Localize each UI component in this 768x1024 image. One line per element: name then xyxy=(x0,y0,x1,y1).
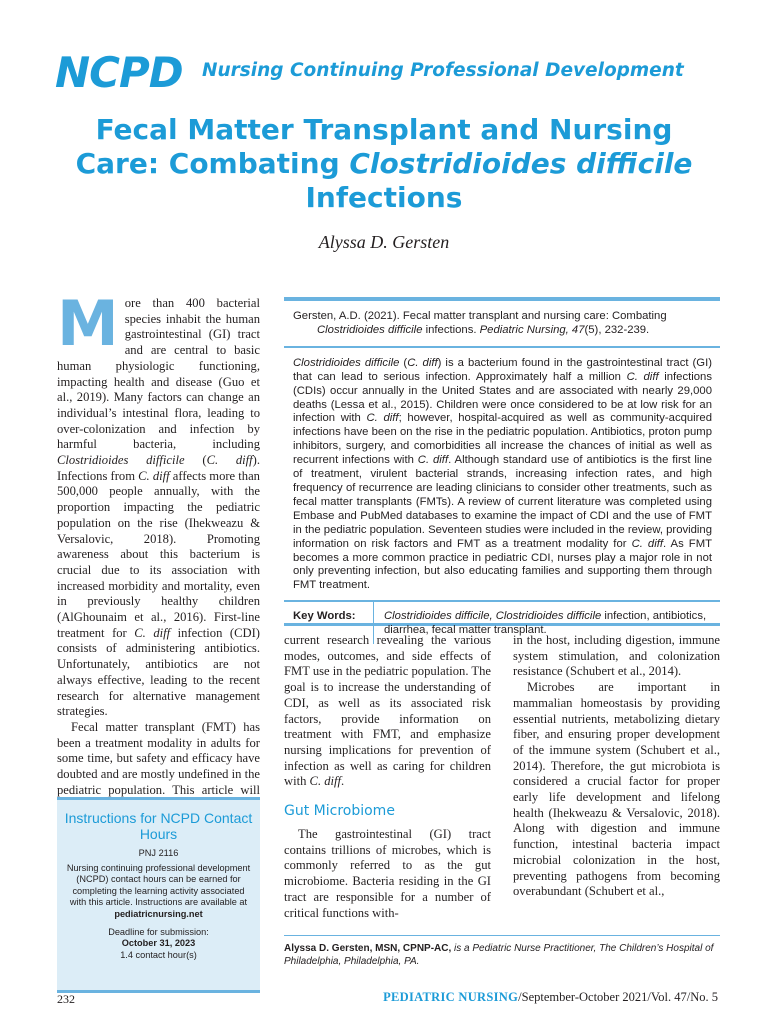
journal-footer xyxy=(383,990,718,1005)
citation-journal: Pediatric Nursing, 47 xyxy=(479,323,585,336)
intro-column xyxy=(57,287,261,814)
title-line-3: Infections xyxy=(305,181,463,214)
intro-italic: C. diff xyxy=(138,468,170,483)
intro-text: ( xyxy=(184,453,207,468)
bio-name: Alyssa D. Gersten, MSN, CPNP-AC, xyxy=(284,943,452,954)
keywords-italic: Clostridioides difficile, Clostridioides difficile xyxy=(384,610,602,623)
ncpd-instructions-box xyxy=(57,797,260,993)
citation xyxy=(284,301,720,348)
col2-italic: C. diff xyxy=(309,774,342,789)
ncpd-box-heading: Instructions for NCPD Contact Hours xyxy=(64,810,253,842)
author-name: Alyssa D. Gersten xyxy=(318,232,450,252)
citation-text: (5), 232-239. xyxy=(584,323,650,336)
ncpd-contact-hours: 1.4 contact hour(s) xyxy=(120,949,197,960)
abstract-italic: C. diff xyxy=(626,370,659,383)
abstract-run: infections (CDIs) occur annually in the United States and are associated with nearly 29,000 deaths (Lessa et al., 2015). Children were once considered to be at low risk for an infection with xyxy=(293,370,712,425)
abstract-box xyxy=(284,297,720,637)
journal-name: PEDIATRIC NURSING xyxy=(383,990,519,1004)
title-line-1: Fecal Matter Transplant and Nursing xyxy=(95,113,673,146)
bio-divider xyxy=(284,935,720,936)
journal-issue: /September-October 2021/Vol. 47/No. 5 xyxy=(518,990,718,1004)
col3-paragraph-2: Microbes are important in mammalian homeostasis by providing essential nutrients, metabolizing dietary fiber, and ensuring proper development of the immune system (Schubert et al., 2014). Therefore, the gut microbiota is considered a crucial factor for proper early life development and lifelong health (Ihekweazu & Versalovic, 2018). Along with digestion and immune function, intestinal bacteria impact microbial colonization in the host, preventing pathogens from becoming overabundant (Schubert et al., xyxy=(513,680,720,899)
abstract-italic: Clostridioides difficile xyxy=(293,356,400,369)
bio-text: is a Pediatric Nurse Practitioner, The Children’s Hospital of Philadelphia, Philadelphia, PA. xyxy=(284,943,714,967)
title-line-2-italic: Clostridioides difficile xyxy=(349,147,693,180)
ncpd-pnj-code: PNJ 2116 xyxy=(138,848,179,858)
abstract-run: ) is a bacterium found in the gastrointestinal tract (GI) that can lead to serious infection. Approximately half a million xyxy=(293,356,712,383)
abstract-italic: C. diff xyxy=(366,412,399,425)
ncpd-deadline-date: October 31, 2023 xyxy=(121,938,196,949)
citation-line-1: Gersten, A.D. (2021). Fecal matter transplant and nursing care: Combating xyxy=(293,310,667,322)
col2-paragraph-1 xyxy=(284,633,491,790)
ncpd-logo: NCPD xyxy=(55,48,183,97)
intro-text: affects more than 500,000 people annually, with the proportion impacting the pediatric population on the rise (Ihekweazu & Versalovic, 2018). Promoting awareness about this bacterium is crucial due to its association with increased morbidity and mortality, even in previously healthy children (AlGhounaim et al., 2016). First-line treatment for xyxy=(57,468,260,640)
intro-italic: C. diff xyxy=(206,453,253,468)
section-heading-gut-microbiome: Gut Microbiome xyxy=(284,803,395,820)
col2-text: . xyxy=(341,774,345,789)
citation-italic: Clostridioides difficile xyxy=(317,323,423,336)
col2-text: current research revealing the various modes, outcomes, and side effects of FMT use in the pediatric population. The goal is to increase the understanding of CDI, as well as its associated risk factors, provide information on treatment with FMT, and emphasize nursing implications for prevention of infection as well as caring for children with xyxy=(284,633,491,789)
abstract-run: ; however, hospital-acquired as well as community-acquired infections have been on the rise in the pediatric population. Antibiotics, proton pump inhibitors, surgery, and comorbidities all increase the chances of initial as well as recurrent infections with xyxy=(293,412,712,467)
abstract-italic: C. diff xyxy=(631,537,663,550)
keywords-run: infection, antibiotics, diarrhea, fecal matter transplant. xyxy=(384,610,707,637)
page-number: 232 xyxy=(57,992,75,1006)
col2-paragraph-2: The gastrointestinal (GI) tract contains trillions of microbes, which is commonly referred to as the gut microbiome. Bacteria residing in the GI tract are responsible for a number of critical functions with- xyxy=(284,827,491,920)
intro-italic: C. diff xyxy=(134,625,171,640)
abstract-italic: C. diff xyxy=(417,454,449,467)
abstract-run: ( xyxy=(399,356,408,369)
drop-cap: M xyxy=(57,287,119,360)
intro-paragraph-1 xyxy=(57,287,261,720)
abstract-run: . As FMT becomes a more common practice in pediatric CDI, nurses play a major role in not only preventing infection, but also educating families and supporting them through FMT treatment. xyxy=(293,537,713,592)
col3-paragraph-1: in the host, including digestion, immune system stimulation, and colonization resistance (Schubert et al., 2014). xyxy=(513,633,720,679)
keywords-label: Key Words: xyxy=(284,602,374,644)
author-bio xyxy=(284,943,720,968)
abstract-text xyxy=(284,348,720,600)
intro-text: ore than 400 bacterial species inhabit the human gastrointestinal (GI) tract and are central to basic human physiologic functioning, impacting health and disease (Guo et al., 2019). Many factors can change an individual’s intestinal flora, leading to over-colonization and infection by harmful bacteria, including xyxy=(57,296,260,452)
citation-line-2 xyxy=(293,324,712,338)
column-3 xyxy=(513,633,720,900)
column-2 xyxy=(284,633,491,921)
abstract-italic: C. diff xyxy=(407,356,438,369)
intro-text: ). Infections from xyxy=(57,453,261,483)
article-title xyxy=(60,113,708,215)
intro-paragraph-2: Fecal matter transplant (FMT) has been a treatment modality in adults for some time, but safety and efficacy have doubted and are mostly undefined in the pediatric population. This article will xyxy=(57,719,260,797)
intro-text: infection (CDI) consists of administering antibiotics. Unfortunately, antibiotics are not always effective, leading to the recent research for alternative management strategies. xyxy=(57,625,260,719)
ncpd-description: Nursing continuing professional development (NCPD) contact hours can be earned for completing the learning activity associated with this article. Instructions are available at xyxy=(66,862,251,908)
ncpd-url[interactable]: pediatricnursing.net xyxy=(114,908,203,919)
intro-italic: Clostridioides difficile xyxy=(57,453,185,468)
citation-text: infections. xyxy=(422,323,480,336)
ncpd-subtitle: Nursing Continuing Professional Development xyxy=(202,60,684,81)
abstract-run: . Although standard use of antibiotics is the first line of treatment, virulent bacterial strands, increasing infection rates, and high frequency of recurrence are leading clinicians to consider other treatments, such as fecal matter transplants (FMTs). A review of current literature was completed using Embase and PubMed databases to examine the impact of CDI and the use of FMT in the pediatric population. Seventeen studies were included in the review, providing information on risk factors and FMT as a treatment modality for xyxy=(293,454,712,550)
title-line-2-prefix: Care: Combating xyxy=(75,147,350,180)
ncpd-deadline-label: Deadline for submission: xyxy=(108,926,209,937)
